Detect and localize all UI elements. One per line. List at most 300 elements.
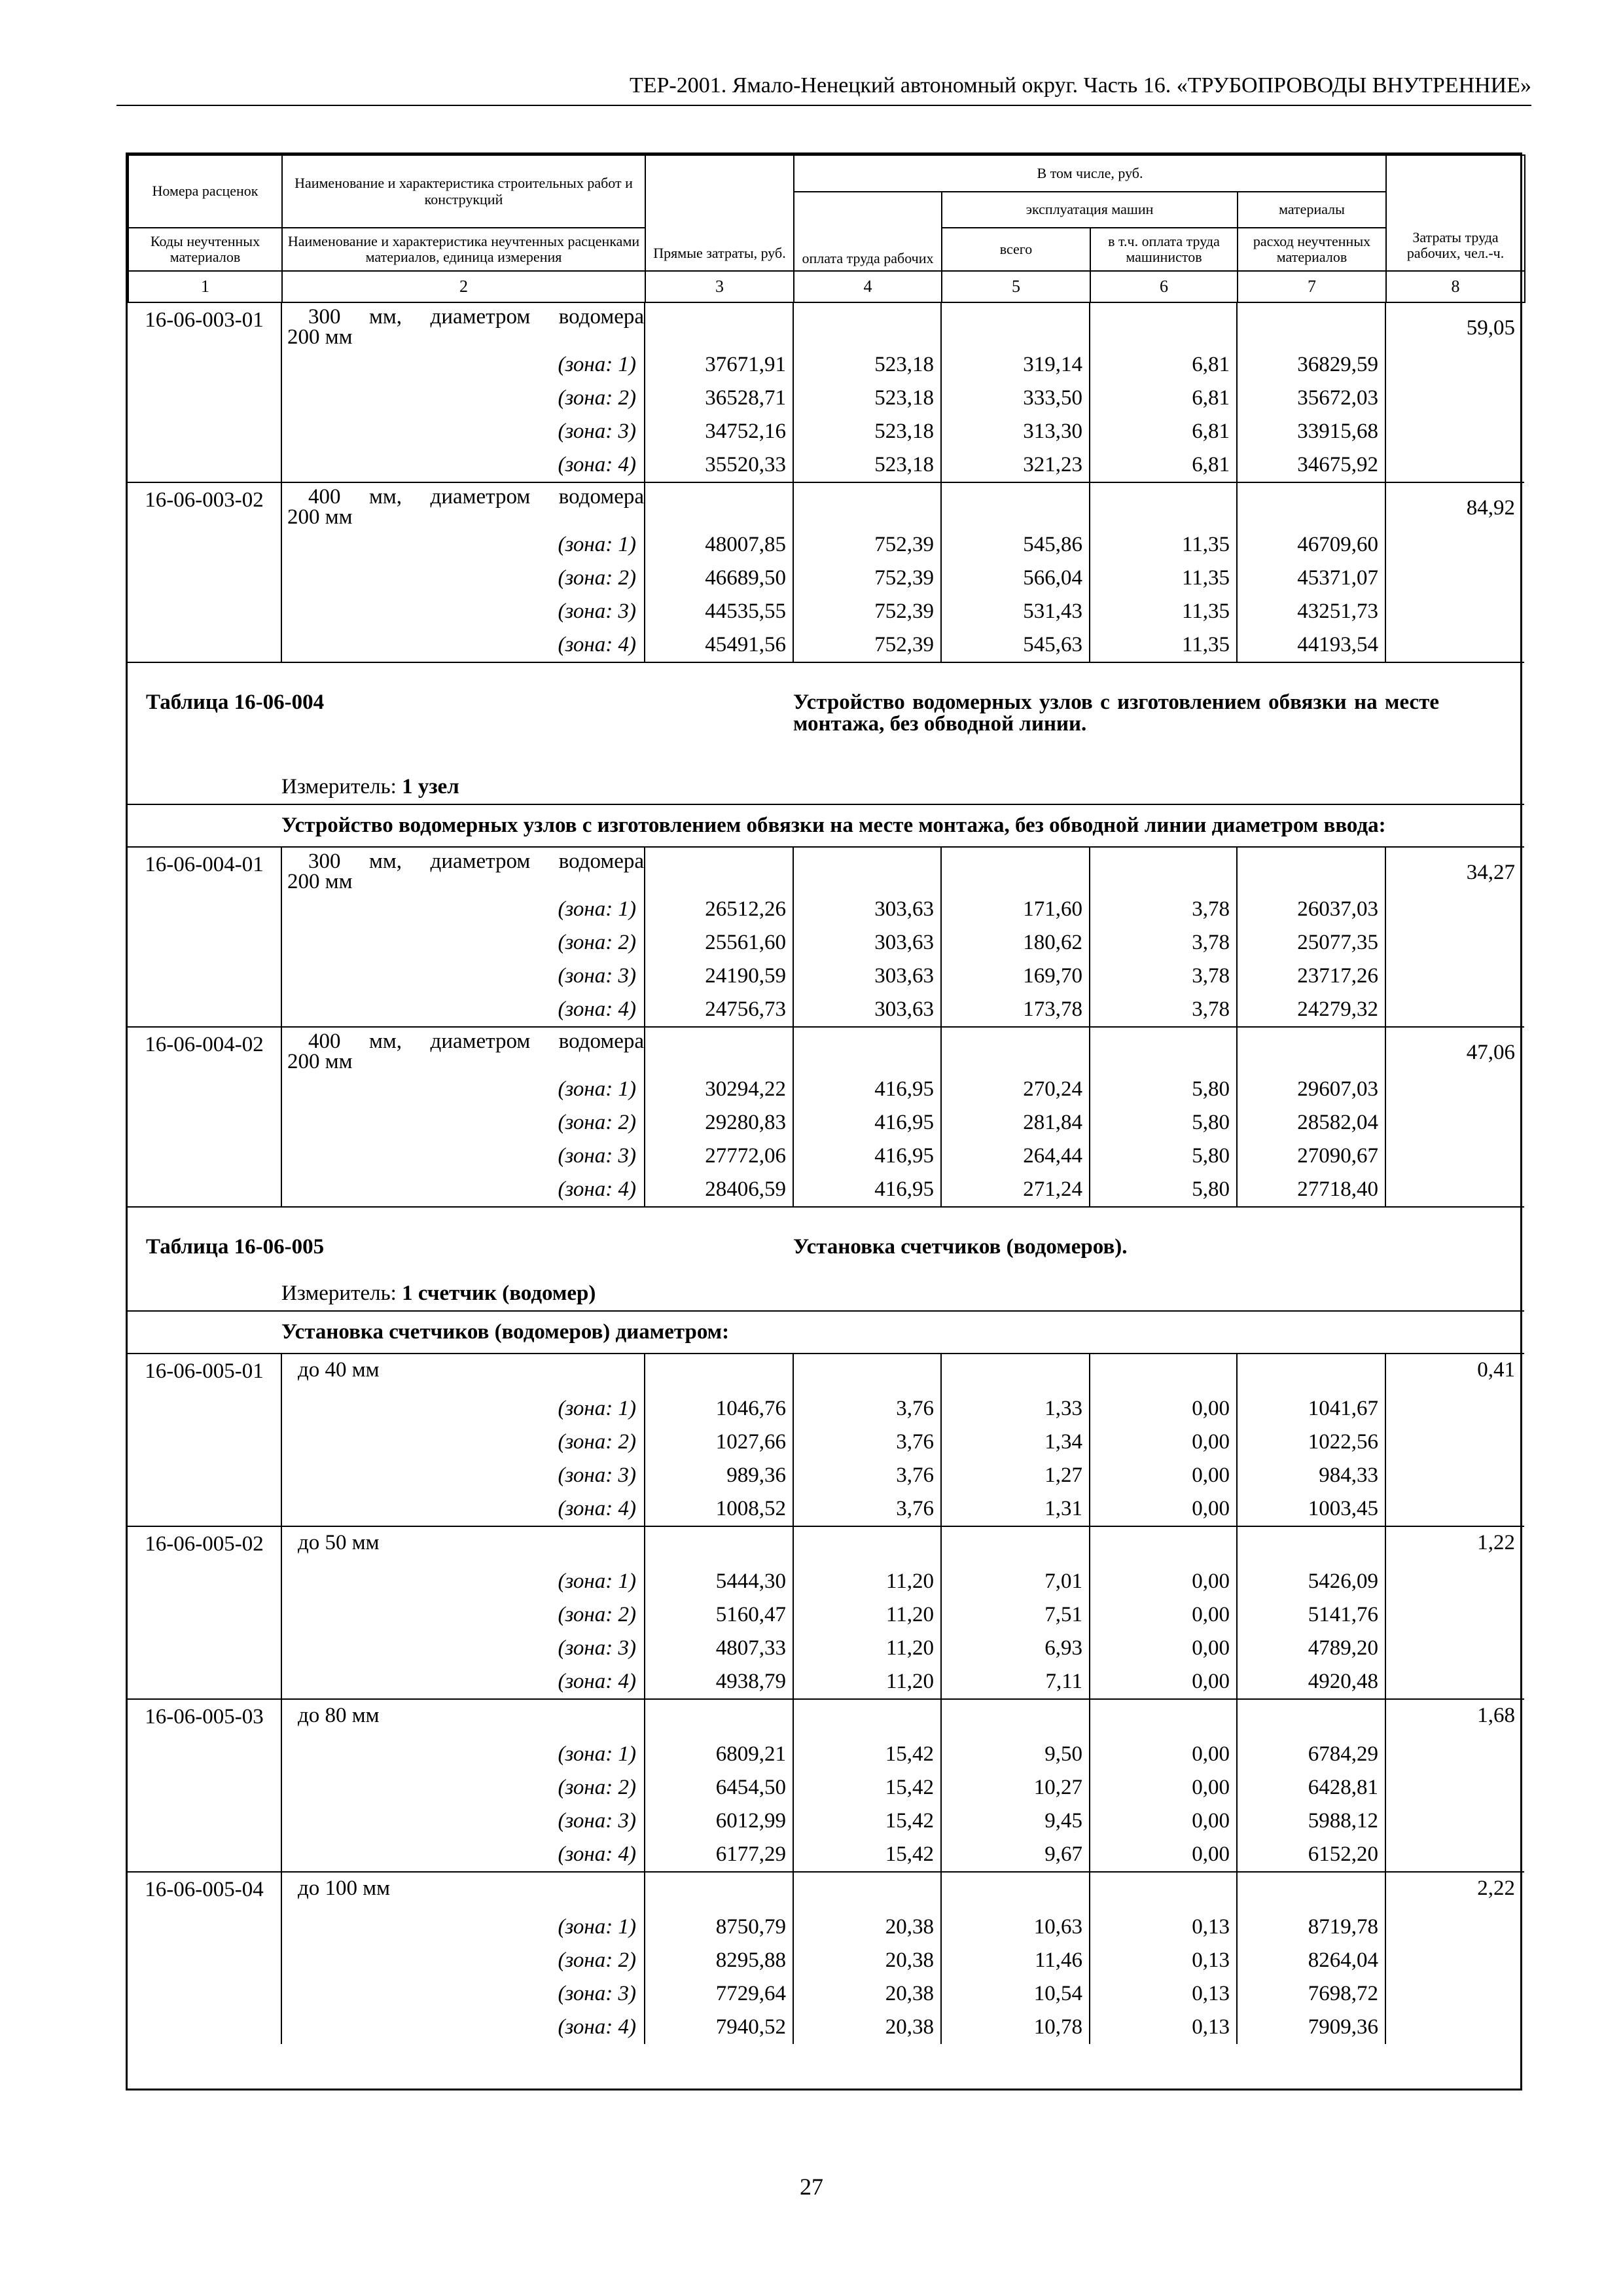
direct-cost: 24756,73 [645, 993, 793, 1027]
direct-cost: 35520,33 [645, 448, 793, 482]
labor-cost: 1,68 [1385, 1699, 1524, 1872]
rate-name [281, 847, 645, 893]
machines-total-header: всего [942, 228, 1090, 271]
zone-row [128, 1804, 1524, 1838]
empty-cell [1090, 1526, 1237, 1565]
machines-total: 7,11 [941, 1665, 1090, 1699]
zone-label: (зона: 2) [281, 1426, 645, 1459]
zone-label: (зона: 1) [281, 1073, 645, 1106]
worker-pay: 15,42 [793, 1771, 941, 1804]
machinist-pay: 0,00 [1090, 1565, 1237, 1598]
materials-cost: 45371,07 [1237, 562, 1385, 595]
materials-cost: 27090,67 [1237, 1139, 1385, 1173]
machinist-pay: 0,13 [1090, 1944, 1237, 1977]
zone-row [128, 1173, 1524, 1207]
zone-row [128, 1977, 1524, 2011]
machinist-pay: 3,78 [1090, 960, 1237, 993]
rates-table [126, 152, 1522, 2090]
zone-label: (зона: 4) [281, 993, 645, 1027]
machines-total: 180,62 [941, 926, 1090, 960]
zone-label: (зона: 4) [281, 628, 645, 662]
zone-row [128, 893, 1524, 926]
direct-cost: 48007,85 [645, 528, 793, 562]
materials-cost: 6152,20 [1237, 1838, 1385, 1872]
zone-label: (зона: 2) [281, 1944, 645, 1977]
empty-cell [645, 482, 793, 528]
zone-label: (зона: 1) [281, 1910, 645, 1944]
empty-cell [1237, 1354, 1385, 1392]
worker-pay: 303,63 [793, 993, 941, 1027]
zone-row [128, 926, 1524, 960]
zone-label: (зона: 3) [281, 595, 645, 628]
zone-label: (зона: 2) [281, 926, 645, 960]
measure-label: Измеритель: [281, 775, 397, 798]
column-numbers [128, 271, 1525, 302]
direct-cost: 1008,52 [645, 1492, 793, 1526]
column-number: 6 [1090, 271, 1238, 302]
zone-label: (зона: 4) [281, 1665, 645, 1699]
table-title: Таблица 16-06-004 [128, 662, 793, 770]
labor-cost: 59,05 [1466, 316, 1515, 340]
empty-cell [1090, 1872, 1237, 1910]
direct-cost-header: Прямые затраты, руб. [645, 155, 794, 271]
zone-label: (зона: 4) [281, 1492, 645, 1526]
direct-cost: 6012,99 [645, 1804, 793, 1838]
direct-cost: 34752,16 [645, 415, 793, 448]
materials-header: материалы [1238, 192, 1386, 228]
machines-total: 264,44 [941, 1139, 1090, 1173]
machinist-pay: 0,13 [1090, 1910, 1237, 1944]
zone-row [128, 595, 1524, 628]
measure [281, 770, 1524, 804]
direct-cost: 5160,47 [645, 1598, 793, 1632]
rate-name-line: 200 мм [287, 505, 353, 529]
zone-row [128, 2011, 1524, 2044]
machines-total: 1,33 [941, 1392, 1090, 1426]
worker-pay-header: оплата труда рабочих [794, 192, 942, 271]
worker-pay: 752,39 [793, 595, 941, 628]
zone-row [128, 1106, 1524, 1139]
rate-code: 16-06-005-03 [128, 1699, 281, 1872]
direct-cost: 7940,52 [645, 2011, 793, 2044]
machines-total: 333,50 [941, 382, 1090, 415]
section-subtitle: Установка счетчиков (водомеров) диаметром: [281, 1311, 1524, 1354]
zone-label: (зона: 3) [281, 1139, 645, 1173]
zone-row [128, 382, 1524, 415]
rate-name-line: до 100 мм [298, 1876, 391, 1900]
empty-cell [793, 1027, 941, 1073]
zone-row [128, 1492, 1524, 1526]
direct-cost: 24190,59 [645, 960, 793, 993]
materials-cost: 34675,92 [1237, 448, 1385, 482]
materials-cost: 1041,67 [1237, 1392, 1385, 1426]
rate-name [281, 1354, 645, 1392]
zone-row [128, 1392, 1524, 1426]
zone-row [128, 1598, 1524, 1632]
worker-pay: 11,20 [793, 1565, 941, 1598]
zone-label: (зона: 1) [281, 1392, 645, 1426]
empty-cell [1237, 303, 1385, 348]
machinist-pay: 0,00 [1090, 1771, 1237, 1804]
machines-total: 531,43 [941, 595, 1090, 628]
machines-total: 6,93 [941, 1632, 1090, 1665]
machines-total: 566,04 [941, 562, 1090, 595]
zone-label: (зона: 1) [281, 528, 645, 562]
direct-cost: 8750,79 [645, 1910, 793, 1944]
rate-code: 16-06-004-01 [128, 847, 281, 1027]
direct-cost: 29280,83 [645, 1106, 793, 1139]
rate-name-line: 400 мм, диаметром водомера [308, 485, 644, 509]
rate-name [281, 1526, 645, 1565]
zone-row [128, 562, 1524, 595]
column-number: 8 [1386, 271, 1525, 302]
measure [281, 1277, 1524, 1311]
machinist-pay: 0,00 [1090, 1598, 1237, 1632]
materials-cost: 36829,59 [1237, 348, 1385, 382]
direct-cost: 5444,30 [645, 1565, 793, 1598]
direct-cost: 28406,59 [645, 1173, 793, 1207]
measure-row [128, 770, 1524, 804]
materials-cost: 6428,81 [1237, 1771, 1385, 1804]
machinist-pay: 6,81 [1090, 415, 1237, 448]
direct-cost: 6454,50 [645, 1771, 793, 1804]
column-number: 1 [128, 271, 282, 302]
worker-pay: 15,42 [793, 1838, 941, 1872]
zone-row [128, 1073, 1524, 1106]
zone-row [128, 528, 1524, 562]
machines-total: 9,45 [941, 1804, 1090, 1838]
machinist-pay: 0,00 [1090, 1632, 1237, 1665]
empty-cell [1237, 847, 1385, 893]
machines-total: 10,54 [941, 1977, 1090, 2011]
machinist-pay: 3,78 [1090, 926, 1237, 960]
materials-cost: 33915,68 [1237, 415, 1385, 448]
zone-row [128, 1910, 1524, 1944]
materials-cost: 7909,36 [1237, 2011, 1385, 2044]
direct-cost: 4807,33 [645, 1632, 793, 1665]
empty-cell [645, 303, 793, 348]
zone-row [128, 1944, 1524, 1977]
subtitle-row [128, 1311, 1524, 1354]
rate-name [281, 1027, 645, 1073]
empty-cell [1237, 482, 1385, 528]
empty-cell [1237, 1027, 1385, 1073]
rate-row [128, 303, 1524, 348]
worker-pay: 11,20 [793, 1632, 941, 1665]
empty-cell [1090, 1699, 1237, 1738]
empty-cell [941, 1027, 1090, 1073]
direct-cost: 30294,22 [645, 1073, 793, 1106]
rate-name-line: 200 мм [287, 870, 353, 894]
table-title-row [128, 1207, 1524, 1277]
machines-total: 313,30 [941, 415, 1090, 448]
materials-cost: 5988,12 [1237, 1804, 1385, 1838]
zone-label: (зона: 3) [281, 1459, 645, 1492]
zone-row [128, 1426, 1524, 1459]
zone-label: (зона: 2) [281, 382, 645, 415]
empty-cell [793, 303, 941, 348]
machines-total: 270,24 [941, 1073, 1090, 1106]
zone-row [128, 960, 1524, 993]
materials-cost: 46709,60 [1237, 528, 1385, 562]
empty-cell [793, 847, 941, 893]
empty-cell [793, 1699, 941, 1738]
rate-row [128, 482, 1524, 528]
machines-total: 1,31 [941, 1492, 1090, 1526]
machinist-pay: 3,78 [1090, 893, 1237, 926]
zone-label: (зона: 2) [281, 1106, 645, 1139]
machinist-pay: 3,78 [1090, 993, 1237, 1027]
worker-pay: 752,39 [793, 562, 941, 595]
rate-code: 16-06-003-01 [128, 303, 281, 482]
direct-cost: 6809,21 [645, 1738, 793, 1771]
machinist-pay: 0,00 [1090, 1838, 1237, 1872]
zone-label: (зона: 1) [281, 348, 645, 382]
machinist-pay: 0,00 [1090, 1492, 1237, 1526]
empty-cell [1090, 1027, 1237, 1073]
zone-row [128, 1738, 1524, 1771]
rate-name [281, 1872, 645, 1910]
worker-pay: 303,63 [793, 893, 941, 926]
empty-cell [1237, 1526, 1385, 1565]
zone-label: (зона: 3) [281, 1977, 645, 2011]
rate-code: 16-06-005-01 [128, 1354, 281, 1526]
worker-pay: 3,76 [793, 1392, 941, 1426]
direct-cost: 6177,29 [645, 1838, 793, 1872]
zone-label: (зона: 1) [281, 1738, 645, 1771]
zone-label: (зона: 4) [281, 1838, 645, 1872]
section-subtitle: Устройство водомерных узлов с изготовлением обвязки на месте монтажа, без обводной линии диаметром ввода: [281, 804, 1524, 847]
measure-row [128, 1277, 1524, 1311]
materials-cost: 27718,40 [1237, 1173, 1385, 1207]
col2-top-header: Наименование и характеристика строительных работ и конструкций [282, 155, 645, 228]
direct-cost: 1027,66 [645, 1426, 793, 1459]
spacer-cell [128, 804, 281, 847]
materials-cost: 24279,32 [1237, 993, 1385, 1027]
worker-pay: 752,39 [793, 528, 941, 562]
worker-pay: 20,38 [793, 2011, 941, 2044]
machinist-pay: 5,80 [1090, 1106, 1237, 1139]
zone-row [128, 1459, 1524, 1492]
materials-cost: 4920,48 [1237, 1665, 1385, 1699]
rate-name-line: 300 мм, диаметром водомера [308, 850, 644, 873]
zone-label: (зона: 4) [281, 2011, 645, 2044]
machinist-pay: 6,81 [1090, 448, 1237, 482]
table-title: Таблица 16-06-005 [128, 1207, 793, 1277]
empty-cell [1090, 847, 1237, 893]
empty-cell [941, 1699, 1090, 1738]
machinist-pay: 0,13 [1090, 1977, 1237, 2011]
labor-cost: 2,22 [1385, 1872, 1524, 2044]
materials-cost: 44193,54 [1237, 628, 1385, 662]
labor-cost: 0,41 [1385, 1354, 1524, 1526]
worker-pay: 303,63 [793, 926, 941, 960]
worker-pay: 3,76 [793, 1492, 941, 1526]
machines-total: 7,51 [941, 1598, 1090, 1632]
column-number: 4 [794, 271, 942, 302]
zone-label: (зона: 1) [281, 893, 645, 926]
direct-cost: 37671,91 [645, 348, 793, 382]
machines-total: 271,24 [941, 1173, 1090, 1207]
materials-cost: 25077,35 [1237, 926, 1385, 960]
worker-pay: 523,18 [793, 448, 941, 482]
worker-pay: 523,18 [793, 415, 941, 448]
machines-header: эксплуатация машин [942, 192, 1238, 228]
empty-cell [1090, 1354, 1237, 1392]
machinist-pay: 6,81 [1090, 382, 1237, 415]
machines-total: 321,23 [941, 448, 1090, 482]
materials-cost: 29607,03 [1237, 1073, 1385, 1106]
zone-label: (зона: 3) [281, 415, 645, 448]
direct-cost: 27772,06 [645, 1139, 793, 1173]
worker-pay: 20,38 [793, 1910, 941, 1944]
worker-pay: 11,20 [793, 1598, 941, 1632]
machinist-pay: 5,80 [1090, 1139, 1237, 1173]
materials-cost: 43251,73 [1237, 595, 1385, 628]
machines-total: 169,70 [941, 960, 1090, 993]
empty-cell [941, 1872, 1090, 1910]
worker-pay: 15,42 [793, 1804, 941, 1838]
worker-pay: 3,76 [793, 1459, 941, 1492]
rate-row [128, 1354, 1524, 1392]
direct-cost: 44535,55 [645, 595, 793, 628]
machinist-pay: 0,00 [1090, 1426, 1237, 1459]
worker-pay: 3,76 [793, 1426, 941, 1459]
subtitle-row [128, 804, 1524, 847]
table-body [128, 303, 1524, 2044]
machines-total: 9,67 [941, 1838, 1090, 1872]
machinist-pay: 0,00 [1090, 1459, 1237, 1492]
direct-cost: 7729,64 [645, 1977, 793, 2011]
worker-pay: 523,18 [793, 382, 941, 415]
worker-pay: 416,95 [793, 1173, 941, 1207]
materials-cost: 984,33 [1237, 1459, 1385, 1492]
worker-pay: 416,95 [793, 1073, 941, 1106]
direct-cost: 46689,50 [645, 562, 793, 595]
rate-name-line: 400 мм, диаметром водомера [308, 1030, 644, 1053]
machines-total: 7,01 [941, 1565, 1090, 1598]
materials-cost: 4789,20 [1237, 1632, 1385, 1665]
empty-cell [941, 1526, 1090, 1565]
machinist-pay: 11,35 [1090, 562, 1237, 595]
rate-name-line: 200 мм [287, 325, 353, 350]
zone-label: (зона: 4) [281, 1173, 645, 1207]
rate-row [128, 1027, 1524, 1073]
rate-name-line: до 50 мм [298, 1531, 380, 1554]
rate-row [128, 1699, 1524, 1738]
direct-cost: 989,36 [645, 1459, 793, 1492]
machines-total: 171,60 [941, 893, 1090, 926]
spacer-cell [128, 1277, 281, 1311]
direct-cost: 4938,79 [645, 1665, 793, 1699]
zone-row [128, 1632, 1524, 1665]
rate-name [281, 1699, 645, 1738]
worker-pay: 416,95 [793, 1106, 941, 1139]
col1-top-header: Номера расценок [128, 155, 282, 228]
materials-use-header: расход неучтенных материалов [1238, 228, 1386, 271]
direct-cost: 45491,56 [645, 628, 793, 662]
rate-name-line: до 40 мм [298, 1358, 380, 1382]
zone-row [128, 348, 1524, 382]
machines-total: 10,63 [941, 1910, 1090, 1944]
header-rule [116, 105, 1531, 106]
labor-cost: 1,22 [1385, 1526, 1524, 1699]
column-number: 2 [282, 271, 645, 302]
empty-cell [1090, 482, 1237, 528]
rate-code: 16-06-003-02 [128, 482, 281, 662]
machinist-pay: 0,00 [1090, 1665, 1237, 1699]
empty-cell [645, 847, 793, 893]
rate-code: 16-06-004-02 [128, 1027, 281, 1207]
zone-row [128, 1565, 1524, 1598]
zone-label: (зона: 2) [281, 1771, 645, 1804]
rate-row [128, 1526, 1524, 1565]
empty-cell [645, 1872, 793, 1910]
table-description: Установка счетчиков (водомеров). [793, 1207, 1524, 1277]
zone-row [128, 628, 1524, 662]
machines-total: 545,63 [941, 628, 1090, 662]
machines-total: 319,14 [941, 348, 1090, 382]
materials-cost: 7698,72 [1237, 1977, 1385, 2011]
machinist-pay: 11,35 [1090, 628, 1237, 662]
zone-label: (зона: 3) [281, 1632, 645, 1665]
direct-cost: 25561,60 [645, 926, 793, 960]
machines-total: 10,78 [941, 2011, 1090, 2044]
worker-pay: 11,20 [793, 1665, 941, 1699]
measure-label: Измеритель: [281, 1282, 397, 1305]
direct-cost: 36528,71 [645, 382, 793, 415]
empty-cell [645, 1526, 793, 1565]
rate-code: 16-06-005-02 [128, 1526, 281, 1699]
empty-cell [645, 1027, 793, 1073]
machinist-pay: 0,00 [1090, 1804, 1237, 1838]
worker-pay: 20,38 [793, 1977, 941, 2011]
materials-cost: 28582,04 [1237, 1106, 1385, 1139]
zone-label: (зона: 4) [281, 448, 645, 482]
machinist-pay: 0,13 [1090, 2011, 1237, 2044]
empty-cell [793, 482, 941, 528]
measure-value: 1 узел [402, 775, 459, 798]
empty-cell [1237, 1872, 1385, 1910]
worker-pay: 523,18 [793, 348, 941, 382]
machinist-pay: 5,80 [1090, 1073, 1237, 1106]
empty-cell [793, 1354, 941, 1392]
zone-row [128, 993, 1524, 1027]
zone-label: (зона: 3) [281, 960, 645, 993]
empty-cell [941, 482, 1090, 528]
empty-cell [645, 1354, 793, 1392]
materials-cost: 8719,78 [1237, 1910, 1385, 1944]
zone-label: (зона: 3) [281, 1804, 645, 1838]
labor-cost: 47,06 [1385, 1027, 1524, 1207]
machines-total: 1,34 [941, 1426, 1090, 1459]
machinist-pay: 5,80 [1090, 1173, 1237, 1207]
empty-cell [1090, 303, 1237, 348]
machines-total: 11,46 [941, 1944, 1090, 1977]
rate-row [128, 1872, 1524, 1910]
machines-total: 1,27 [941, 1459, 1090, 1492]
spacer-cell [128, 770, 281, 804]
labor-cost-header: Затраты труда рабочих, чел.-ч. [1386, 155, 1525, 271]
machines-total: 545,86 [941, 528, 1090, 562]
materials-cost: 1022,56 [1237, 1426, 1385, 1459]
zone-row [128, 448, 1524, 482]
table-title-row [128, 662, 1524, 770]
page-number: 27 [800, 2174, 823, 2200]
rate-row [128, 847, 1524, 893]
zone-label: (зона: 1) [281, 1565, 645, 1598]
table-header [128, 154, 1525, 303]
